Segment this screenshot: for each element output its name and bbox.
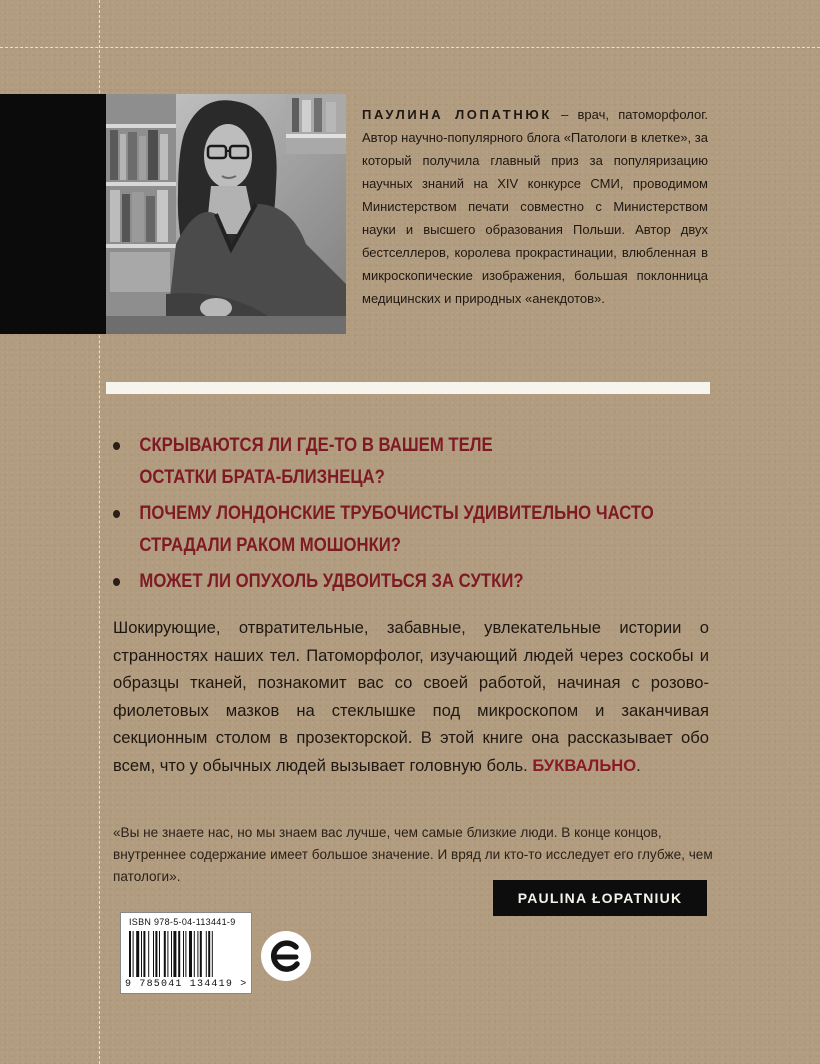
questions-list bbox=[113, 430, 723, 602]
bullet-icon bbox=[113, 442, 120, 450]
barcode-bar bbox=[141, 931, 142, 977]
barcode-bar bbox=[206, 931, 207, 977]
isbn-digits: 9 785041 134419 > bbox=[125, 979, 248, 990]
barcode-bar bbox=[212, 931, 213, 977]
barcode-bar bbox=[133, 931, 134, 977]
barcode-bar bbox=[197, 931, 198, 977]
author-bio bbox=[362, 103, 708, 310]
author-name-badge: PAULINA ŁOPATNIUK bbox=[493, 880, 707, 916]
barcode-bar bbox=[136, 931, 139, 977]
barcode-bar bbox=[173, 931, 176, 977]
author-photo-illustration bbox=[106, 94, 346, 334]
barcode-box bbox=[120, 912, 252, 994]
barcode-bar bbox=[155, 931, 157, 977]
question-line: ПОЧЕМУ ЛОНДОНСКИЕ ТРУБОЧИСТЫ УДИВИТЕЛЬНО ЧАСТО bbox=[139, 503, 654, 524]
eksmo-e-logo-icon bbox=[260, 930, 312, 982]
barcode-bar bbox=[189, 931, 192, 977]
barcode-bar bbox=[159, 931, 160, 977]
barcode-bar bbox=[129, 931, 131, 977]
barcode-bar bbox=[178, 931, 180, 977]
question-item bbox=[113, 566, 650, 598]
description-highlight: БУКВАЛЬНО bbox=[532, 755, 637, 775]
author-bio-text: – врач, патоморфолог. Автор научно-популярного блога «Патологи в клетке», за который получила главный приз за популяризацию научных знаний на XIV конкурсе СМИ, проводимом Министерством печати совместно с Министерством науки и высшего образования Польши. Автор двух бестселлеров, королева прокрастинации, влюбленная в микроскопические изображения, большая поклонница медицинских и природных «анекдотов». bbox=[362, 107, 708, 306]
question-line: МОЖЕТ ЛИ ОПУХОЛЬ УДВОИТЬСЯ ЗА СУТКИ? bbox=[139, 571, 524, 592]
question-item bbox=[113, 430, 650, 494]
author-quote: «Вы не знаете нас, но мы знаем вас лучше, чем самые близкие люди. В конце концов, внутреннее содержание имеет большое значение. И вряд ли кто-то исследует его глубже, чем патологи». bbox=[113, 825, 713, 884]
isbn-label: ISBN 978-5-04-113441-9 bbox=[129, 917, 236, 927]
barcode-icon bbox=[129, 931, 243, 977]
bullet-icon bbox=[113, 578, 120, 586]
barcode-bar bbox=[194, 931, 195, 977]
description-end: . bbox=[636, 755, 641, 775]
book-description bbox=[113, 614, 709, 779]
barcode-bar bbox=[153, 931, 154, 977]
question-item bbox=[113, 498, 654, 562]
barcode-bar bbox=[148, 931, 149, 977]
barcode-bar bbox=[183, 931, 184, 977]
black-band bbox=[0, 94, 106, 334]
barcode-bar bbox=[185, 931, 186, 977]
barcode-bar bbox=[208, 931, 210, 977]
question-line: ОСТАТКИ БРАТА-БЛИЗНЕЦА? bbox=[139, 467, 385, 488]
divider-bar bbox=[106, 382, 710, 394]
barcode-bar bbox=[167, 931, 168, 977]
author-photo bbox=[106, 94, 346, 334]
barcode-bar bbox=[164, 931, 166, 977]
barcode-bar bbox=[143, 931, 145, 977]
description-text: Шокирующие, отвратительные, забавные, увлекательные истории о странностях наших тел. Патоморфолог, изучающий людей через соскобы и образцы тканей, познакомит вас со своей работой, начиная с розово-фиолетовых мазков на стеклышке под микроскопом и заканчивая секционным столом в прозекторской. В этой книге она рассказывает обо всем, что у обычных людей вызывает головную боль. bbox=[113, 618, 709, 775]
bullet-icon bbox=[113, 510, 120, 518]
barcode-bar bbox=[171, 931, 172, 977]
author-name: ПАУЛИНА ЛОПАТНЮК bbox=[362, 107, 552, 122]
question-line: СКРЫВАЮТСЯ ЛИ ГДЕ-ТО В ВАШЕМ ТЕЛЕ bbox=[139, 435, 493, 456]
dashed-guide-horizontal bbox=[0, 47, 820, 48]
barcode-bar bbox=[200, 931, 202, 977]
question-line: СТРАДАЛИ РАКОМ МОШОНКИ? bbox=[139, 535, 402, 556]
